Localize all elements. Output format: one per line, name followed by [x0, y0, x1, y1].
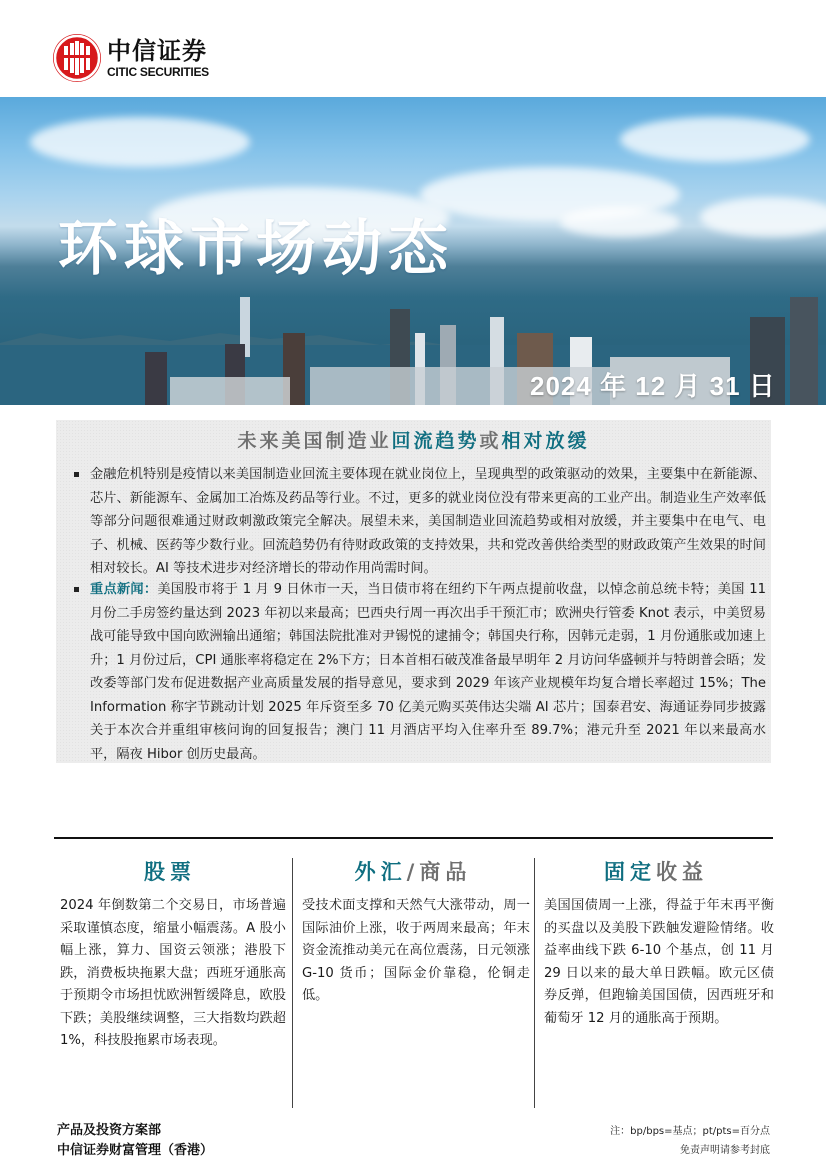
fx-commodities-column — [296, 855, 530, 1008]
column-heading — [538, 855, 774, 889]
summary-box — [56, 420, 771, 763]
column-heading-secondary: 收益 — [656, 860, 708, 884]
key-news-text: 美国股市将于 1 月 9 日休市一天，当日债市将在纽约下午两点提前收盘，以悼念前总统卡特；美国 11 月份二手房签约量达到 2023 年初以来最高；巴西央行周一再次出手干预汇市；欧洲央行管委 Knot 表示，中美贸易战可能导致中国向欧洲输出通缩；韩国法院批准对尹锡悦的逮捕令；韩国央行称，因韩元走弱，1 月份通胀或加速上升；1 月份过后，CPI 通胀率将稳定在 2%下方；日本首相石破茂准备最早明年 2 月访问华盛顿并与特朗普会晤；发改委等部门发布促进数据产业高质量发展的指导意见，要求到 2029 年该产业规模年均复合增长率超过 15%；The Information 称字节跳动计划 2025 年斥资至多 70 亿美元购买英伟达尖端 AI 芯片；国泰君安、海通证券同步披露关于本次合并重组审核问询的回复报告；澳门 11 月酒店平均入住率升至 89.7%；港元升至 2021 年以来最高水平，隔夜 Hibor 创历史最高。 — [90, 582, 766, 762]
citic-emblem-icon — [53, 34, 101, 82]
column-heading-main: 固定 — [604, 860, 656, 884]
summary-paragraph — [74, 463, 766, 581]
company-name: 中信证券财富管理（香港） — [57, 1143, 214, 1158]
column-body: 美国国债周一上涨，得益于年末再平衡的买盘以及美股下跌触发避险情绪。收益率曲线下跌 6-10 个基点，创 11 月 29 日以来的最大单日跌幅。欧元区债券反弹，但跑输美国国债，因西班牙和葡萄牙 12 月的通胀高于预期。 — [544, 898, 774, 1026]
section-divider — [54, 837, 773, 839]
column-divider — [534, 858, 535, 1108]
fixed-income-column — [538, 855, 774, 1030]
column-heading — [54, 855, 286, 889]
key-news-paragraph — [74, 578, 766, 766]
logo-english-name: CITIC SECURITIES — [107, 65, 209, 79]
headline-part: 相对放缓 — [501, 430, 590, 452]
column-body: 受技术面支撑和天然气大涨带动，周一国际油价上涨，收于两周来最高；年末资金流推动美元在高位震荡，日元领涨 G-10 货币；国际金价靠稳，伦铜走低。 — [302, 898, 530, 1003]
headline-part: 或 — [479, 430, 502, 452]
column-heading-secondary: /商品 — [406, 860, 472, 884]
key-news-label: 重点新闻： — [90, 582, 158, 597]
column-heading — [296, 855, 530, 889]
summary-headline — [56, 426, 771, 456]
citic-logo — [53, 33, 209, 83]
column-heading-main: 股票 — [144, 860, 196, 884]
footer-department — [57, 1121, 213, 1161]
abbreviation-note: 注：bp/bps=基点；pt/pts=百分点 — [610, 1126, 770, 1137]
column-heading-main: 外汇 — [354, 860, 407, 884]
report-date: 2024 年 12 月 31 日 — [530, 371, 776, 401]
report-title: 环球市场动态 — [58, 214, 454, 284]
logo-chinese-name: 中信证券 — [107, 36, 207, 65]
bullet-icon — [74, 472, 79, 477]
column-body: 2024 年倒数第二个交易日，市场普遍采取谨慎态度，缩量小幅震荡。A 股小幅上涨，算力、国资云领涨；港股下跌，消费板块拖累大盘；西班牙通胀高于预期令市场担忧欧洲暂缓降息，欧股下跌；美股继续调整，三大指数均跌超 1%，科技股拖累市场表现。 — [60, 898, 286, 1048]
hero-banner — [0, 97, 826, 405]
bullet-icon — [74, 587, 79, 592]
equities-column — [54, 855, 286, 1053]
headline-part: 未来美国制造业 — [237, 430, 392, 452]
disclaimer-link[interactable]: 免责声明请参考封底 — [680, 1145, 770, 1156]
footer-notes — [610, 1122, 770, 1160]
summary-paragraph-text: 金融危机特别是疫情以来美国制造业回流主要体现在就业岗位上，呈现典型的政策驱动的效果，主要集中在新能源、芯片、新能源车、金属加工冶炼及药品等行业。不过，更多的就业岗位没有带来更高的工业产出。制造业生产效率低等部分问题很难通过财政刺激政策完全解决。展望未来，美国制造业回流趋势或相对放缓，并主要集中在电气、电子、机械、医药等少数行业。回流趋势仍有待财政政策的支持效果，共和党改善供给类型的财政政策产生效果的时间相对较长。AI 等技术进步对经济增长的带动作用尚需时间。 — [90, 467, 766, 576]
department-name: 产品及投资方案部 — [57, 1123, 162, 1138]
column-divider — [292, 858, 293, 1108]
headline-part: 回流趋势 — [391, 430, 480, 452]
